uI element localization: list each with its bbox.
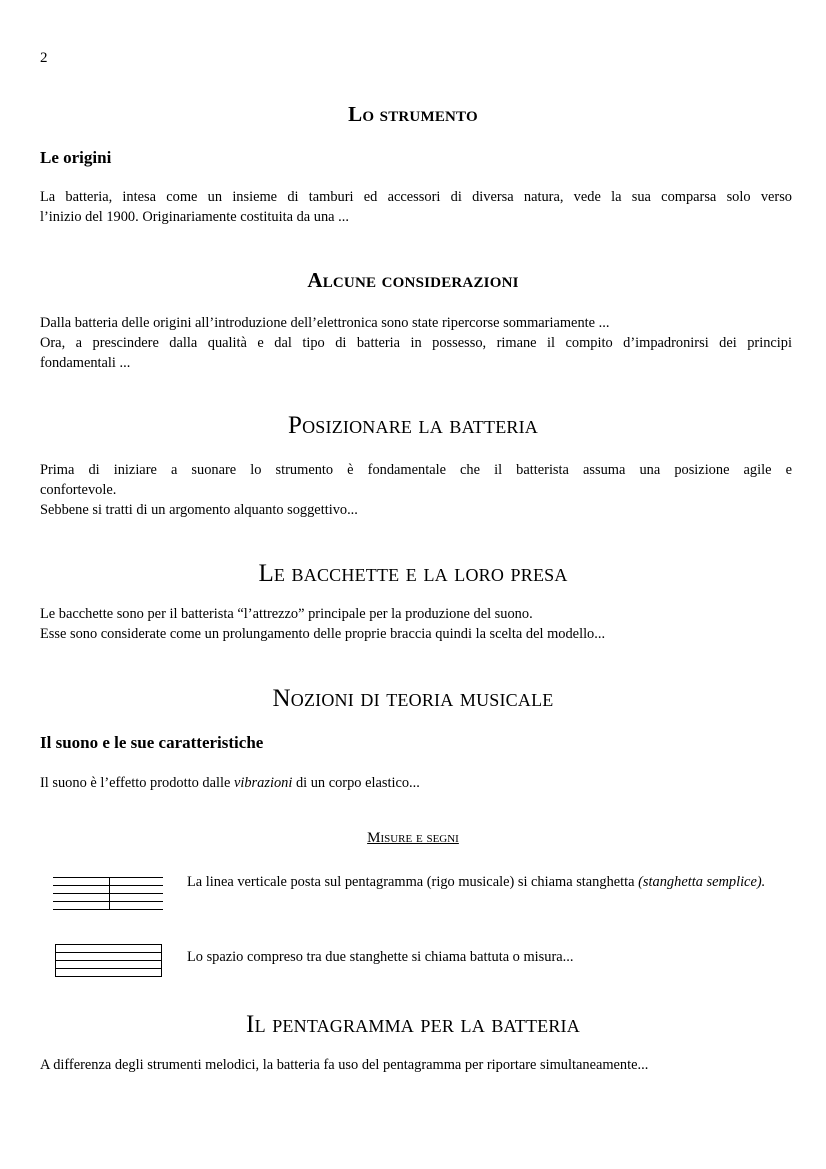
text-run: di un corpo elastico... xyxy=(292,775,420,791)
paragraph-posizionare xyxy=(40,460,792,520)
text-line: Prima di iniziare a suonare lo strumento è fondamentale che il batterista assuma una posizione agile e xyxy=(40,462,792,478)
heading-misure-e-segni: Misure e segni xyxy=(367,830,459,846)
paragraph-origini xyxy=(40,187,792,227)
text-line: confortevole. xyxy=(40,482,117,498)
text-line: Dalla batteria delle origini all’introduzione dell’elettronica sono state ripercorse sommariamente ... xyxy=(40,315,610,331)
italic-text: vibrazioni xyxy=(233,775,293,791)
text-line: Esse sono considerate come un prolungamento delle proprie braccia quindi la scelta del modello... xyxy=(40,626,606,642)
subheading-le-origini: Le origini xyxy=(40,148,112,167)
staff1-description xyxy=(187,872,792,892)
italic-text: (stanghetta semplice). xyxy=(638,874,766,890)
paragraph-suono xyxy=(40,773,792,793)
staff-measure-icon xyxy=(53,941,165,979)
text-line: A differenza degli strumenti melodici, la batteria fa uso del pentagramma per riportare simultaneamente... xyxy=(40,1057,649,1073)
paragraph-pentagramma xyxy=(40,1055,792,1075)
heading-posizionare-la-batteria: Posizionare la batteria xyxy=(288,412,538,439)
heading-lo-strumento: Lo strumento xyxy=(348,102,478,126)
paragraph-considerazioni xyxy=(40,313,792,373)
staff-single-barline-icon xyxy=(53,874,165,912)
text-line: Ora, a prescindere dalla qualità e dal tipo di batteria in possesso, rimane il compito d’impadronirsi dei principi xyxy=(40,335,792,351)
text-run: Il suono è l’effetto prodotto dalle xyxy=(40,775,234,791)
text-line: La batteria, intesa come un insieme di tamburi ed accessori di diversa natura, vede la sua comparsa solo verso xyxy=(40,189,792,205)
text-line: fondamentali ... xyxy=(40,355,131,371)
text-line: Le bacchette sono per il batterista “l’attrezzo” principale per la produzione del suono. xyxy=(40,606,533,622)
heading-le-bacchette: Le bacchette e la loro presa xyxy=(258,560,568,587)
page-number: 2 xyxy=(40,50,48,66)
text-line: l’inizio del 1900. Originariamente costituita da una ... xyxy=(40,209,349,225)
paragraph-bacchette xyxy=(40,604,792,644)
heading-nozioni-di-teoria-musicale: Nozioni di teoria musicale xyxy=(272,685,554,712)
text-run: La linea verticale posta sul pentagramma (rigo musicale) si chiama stanghetta xyxy=(187,874,639,890)
text-line: Sebbene si tratti di un argomento alquanto soggettivo... xyxy=(40,502,358,518)
heading-il-pentagramma: Il pentagramma per la batteria xyxy=(246,1011,580,1038)
staff2-description: Lo spazio compreso tra due stanghette si chiama battuta o misura... xyxy=(187,949,574,965)
subheading-il-suono: Il suono e le sue caratteristiche xyxy=(40,733,264,752)
heading-alcune-considerazioni: Alcune considerazioni xyxy=(307,268,519,292)
